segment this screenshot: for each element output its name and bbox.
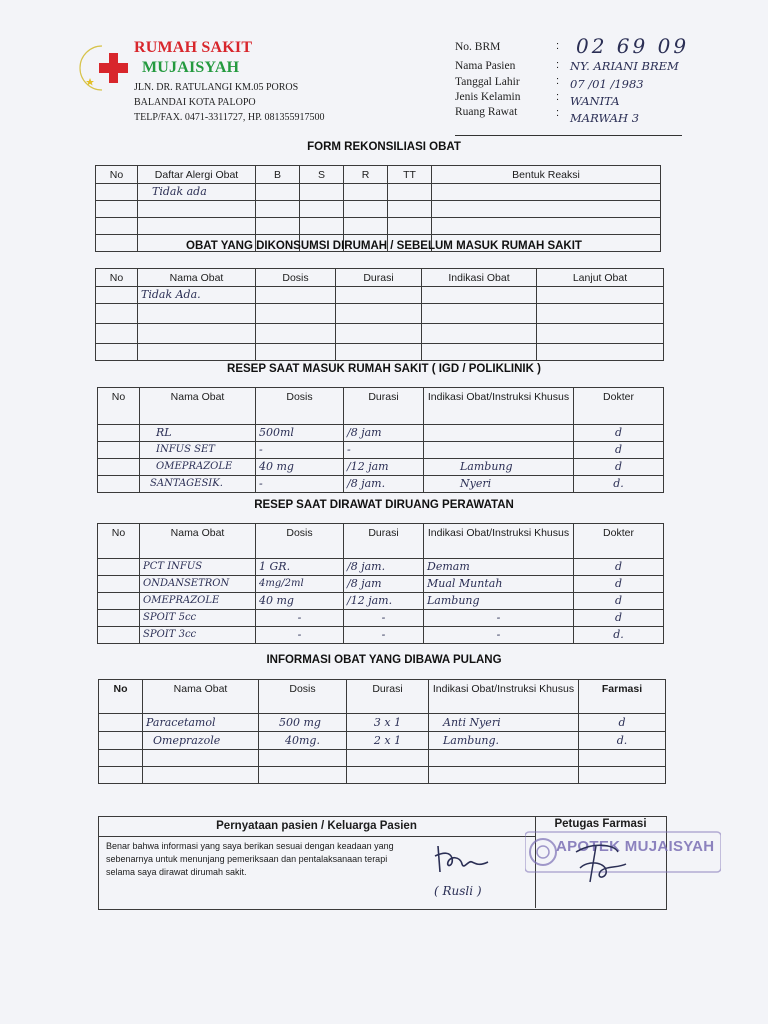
col-header: No [98, 524, 140, 559]
patient-name-label: Nama Pasien [455, 60, 516, 72]
table-row [96, 344, 664, 361]
cell: d [574, 576, 664, 593]
col-header: No [96, 166, 138, 184]
table-row [96, 201, 661, 218]
cell: d [579, 714, 666, 732]
cell: d [574, 559, 664, 576]
cell: - [344, 442, 424, 459]
room-label: Ruang Rawat [455, 106, 518, 118]
cell [98, 593, 140, 610]
dob-label: Tanggal Lahir [455, 76, 520, 88]
cell: 40 mg [256, 459, 344, 476]
col-header: Dosis [256, 269, 336, 287]
sex-label: Jenis Kelamin [455, 91, 521, 103]
cell: d [574, 593, 664, 610]
cell: SANTAGESIK. [140, 476, 256, 493]
cell: - [424, 627, 574, 644]
table-row [96, 218, 661, 235]
cell: Demam [424, 559, 574, 576]
brm-label: No. BRM [455, 41, 501, 53]
table-row [96, 184, 661, 201]
cell: Paracetamol [143, 714, 259, 732]
cell [98, 627, 140, 644]
cell: Anti Nyeri [429, 714, 579, 732]
cell: 2 x 1 [347, 732, 429, 750]
statement-header-line [98, 836, 535, 837]
cell: - [256, 627, 344, 644]
cell: 500ml [256, 425, 344, 442]
admission-rx-table [97, 387, 664, 493]
cell: Lambung [424, 593, 574, 610]
col-header: Nama Obat [140, 388, 256, 425]
cell: - [424, 610, 574, 627]
cell: OMEPRAZOLE [140, 459, 256, 476]
cell: 4mg/2ml [256, 576, 344, 593]
signer-name: ( Rusli ) [434, 884, 482, 898]
col-header: R [344, 166, 388, 184]
cell [99, 732, 143, 750]
cell [98, 476, 140, 493]
col-header: Durasi [344, 524, 424, 559]
pharmacist-signature [566, 838, 636, 888]
header-divider [455, 135, 682, 136]
brm-value: 02 69 09 [576, 34, 690, 58]
cell: d [574, 425, 664, 442]
hospital-name-line1: RUMAH SAKIT [134, 39, 253, 56]
col-header: Dokter [574, 524, 664, 559]
col-header: Farmasi [579, 680, 666, 714]
table-row [98, 610, 664, 627]
hospital-address-line2: BALANDAI KOTA PALOPO [134, 97, 256, 108]
table-row [98, 442, 664, 459]
col-header: Indikasi Obat/Instruksi Khusus [424, 524, 574, 559]
cell [99, 714, 143, 732]
cell: SPOIT 5cc [140, 610, 256, 627]
cell [424, 442, 574, 459]
ward-rx-title: RESEP SAAT DIRAWAT DIRUANG PERAWATAN [254, 499, 514, 511]
cell: Lambung. [429, 732, 579, 750]
cell: d. [574, 476, 664, 493]
cell: /12 jam. [344, 593, 424, 610]
allergy-table [95, 165, 661, 252]
discharge-title: INFORMASI OBAT YANG DIBAWA PULANG [266, 654, 502, 666]
cell: Mual Muntah [424, 576, 574, 593]
admission-rx-title: RESEP SAAT MASUK RUMAH SAKIT ( IGD / POLIKLINIK ) [227, 363, 541, 375]
col-header: TT [388, 166, 432, 184]
home-meds-table [95, 268, 664, 361]
statement-text: Benar bahwa informasi yang saya berikan sesuai dengan keadaan yang sebenarnya untuk menunjang pemeriksaan dan pentalaksanaan terapi selama saya dirawat dirumah sakit. [106, 841, 394, 877]
cell: OMEPRAZOLE [140, 593, 256, 610]
table-row [98, 559, 664, 576]
col-header: Lanjut Obat [537, 269, 664, 287]
form-title: FORM REKONSILIASI OBAT [307, 141, 461, 153]
cell: INFUS SET [140, 442, 256, 459]
cell: PCT INFUS [140, 559, 256, 576]
cell [98, 559, 140, 576]
cell: Nyeri [424, 476, 574, 493]
col-header: Nama Obat [140, 524, 256, 559]
col-header: Dosis [256, 524, 344, 559]
col-header: S [300, 166, 344, 184]
col-header: No [99, 680, 143, 714]
cell: Omeprazole [143, 732, 259, 750]
cell: - [256, 610, 344, 627]
col-header: Durasi [336, 269, 422, 287]
col-header: Indikasi Obat [422, 269, 537, 287]
dob-value: 07 /01 /1983 [570, 77, 644, 91]
home-meds-title: OBAT YANG DIKONSUMSI DIRUMAH / SEBELUM MASUK RUMAH SAKIT [186, 240, 582, 252]
cell [98, 442, 140, 459]
discharge-table [98, 679, 666, 784]
cell: /8 jam. [344, 559, 424, 576]
table-row [99, 767, 666, 784]
cell: 500 mg [259, 714, 347, 732]
cell: d. [574, 627, 664, 644]
cell: d [574, 459, 664, 476]
col-header: Durasi [344, 388, 424, 425]
hospital-name-line2: MUJAISYAH [142, 59, 240, 76]
cell: 3 x 1 [347, 714, 429, 732]
table-row [96, 324, 664, 344]
cell: Tidak ada [138, 184, 256, 201]
ward-rx-table [97, 523, 664, 644]
table-row [96, 304, 664, 324]
col-header: Nama Obat [143, 680, 259, 714]
patient-signature [432, 842, 492, 876]
cell: Lambung [424, 459, 574, 476]
cell: d [574, 610, 664, 627]
cell: /8 jam [344, 576, 424, 593]
cell [98, 610, 140, 627]
col-header: Daftar Alergi Obat [138, 166, 256, 184]
col-header: No [98, 388, 140, 425]
hospital-contact: TELP/FAX. 0471-3311727, HP. 081355917500 [134, 112, 325, 123]
table-row [99, 714, 666, 732]
cell [98, 459, 140, 476]
cell: /12 jam [344, 459, 424, 476]
table-row [98, 593, 664, 610]
table-row [98, 476, 664, 493]
hospital-address-line1: JLN. DR. RATULANGI KM.05 POROS [134, 82, 299, 93]
cell: /8 jam [344, 425, 424, 442]
cell: 1 GR. [256, 559, 344, 576]
cell: d [574, 442, 664, 459]
col-header: Indikasi Obat/Instruksi Khusus [424, 388, 574, 425]
cell: ONDANSETRON [140, 576, 256, 593]
cell: /8 jam. [344, 476, 424, 493]
col-header: Dokter [574, 388, 664, 425]
col-header: Dosis [256, 388, 344, 425]
col-header: Durasi [347, 680, 429, 714]
cell: - [256, 442, 344, 459]
room-value: MARWAH 3 [570, 111, 640, 125]
cell: - [344, 610, 424, 627]
statement-title: Pernyataan pasien / Keluarga Pasien [216, 820, 417, 832]
cell [96, 287, 138, 304]
table-row [98, 627, 664, 644]
table-row [98, 425, 664, 442]
cell: SPOIT 3cc [140, 627, 256, 644]
cell [96, 184, 138, 201]
cell: 40mg. [259, 732, 347, 750]
col-header: Indikasi Obat/Instruksi Khusus [429, 680, 579, 714]
col-header: B [256, 166, 300, 184]
col-header: Bentuk Reaksi [432, 166, 661, 184]
col-header: Dosis [259, 680, 347, 714]
col-header: Nama Obat [138, 269, 256, 287]
cell [424, 425, 574, 442]
pharmacy-stamp-text: APOTEK MUJAISYAH [556, 838, 715, 855]
table-row [99, 732, 666, 750]
table-row [99, 750, 666, 767]
cell: d. [579, 732, 666, 750]
hospital-logo-icon [72, 42, 134, 94]
pharmacy-officer-title: Petugas Farmasi [554, 818, 647, 830]
cell: Tidak Ada. [138, 287, 256, 304]
table-row [98, 459, 664, 476]
cell: 40 mg [256, 593, 344, 610]
cell: - [256, 476, 344, 493]
sex-value: WANITA [570, 94, 620, 108]
table-row [96, 287, 664, 304]
cell [98, 425, 140, 442]
patient-name-value: NY. ARIANI BREM [570, 59, 679, 73]
cell [98, 576, 140, 593]
cell: RL [140, 425, 256, 442]
col-header: No [96, 269, 138, 287]
cell: - [344, 627, 424, 644]
table-row [98, 576, 664, 593]
